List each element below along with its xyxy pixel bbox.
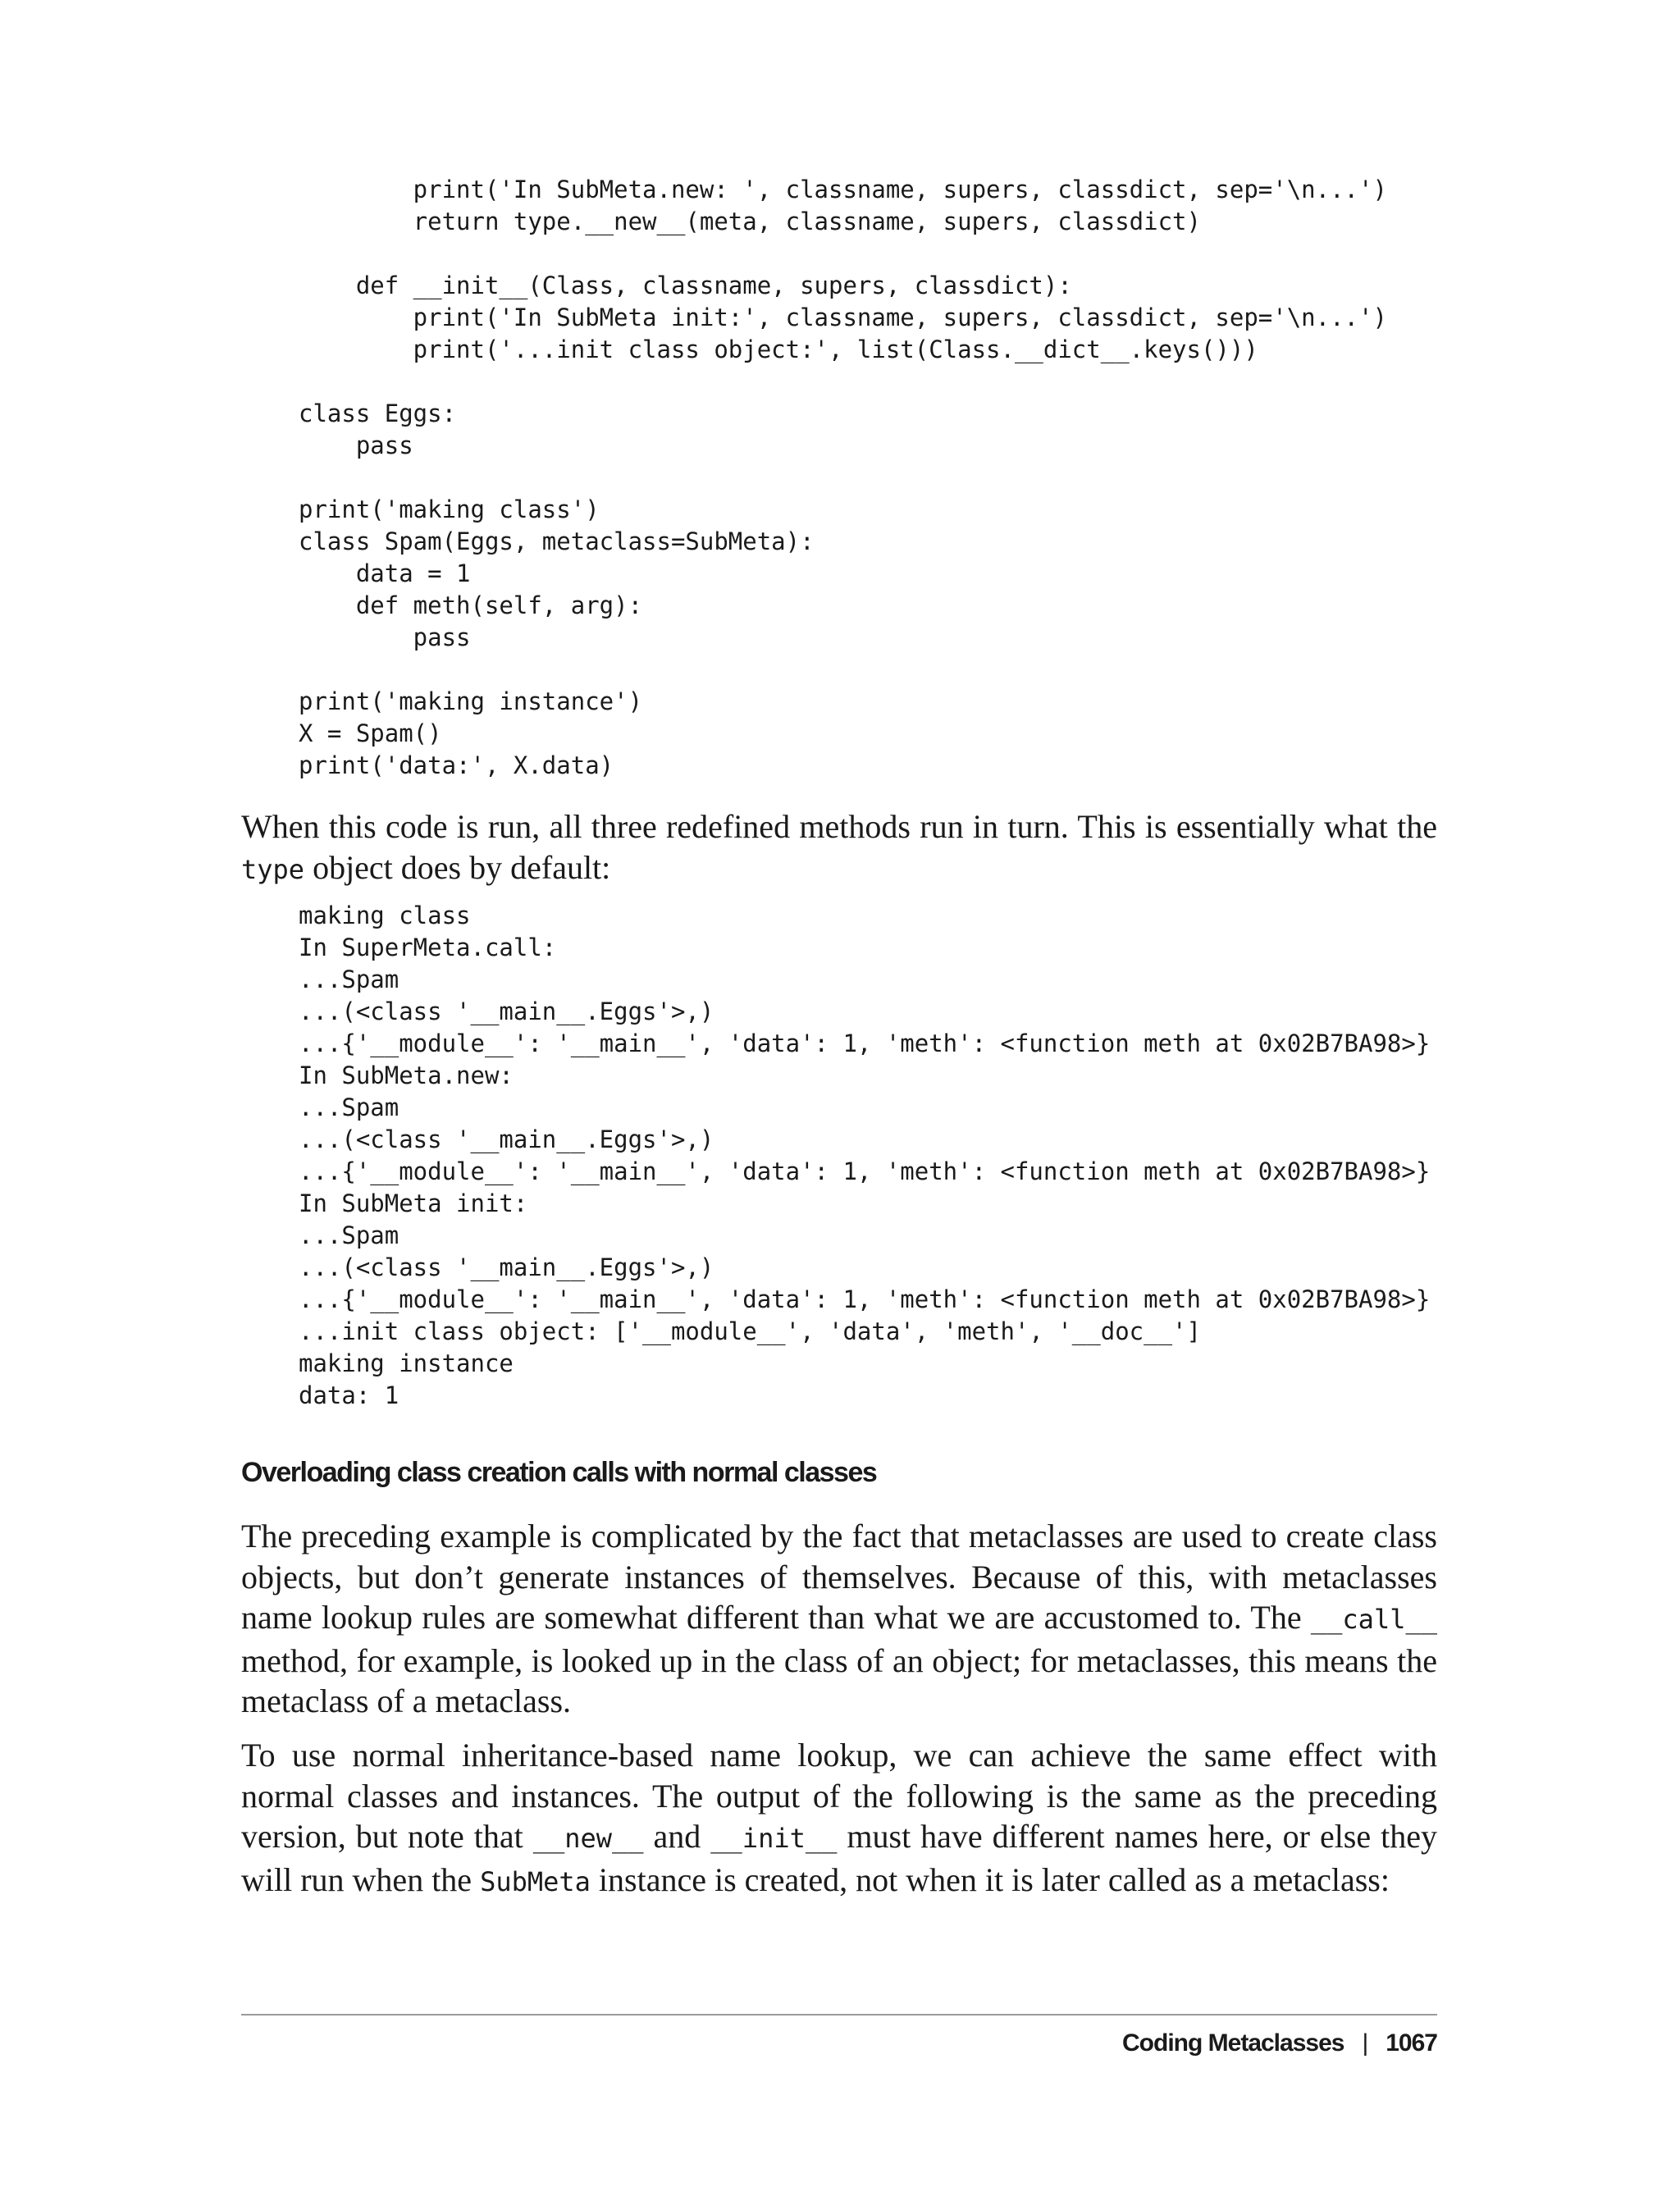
running-section-title: Coding Metaclasses — [1122, 2029, 1344, 2057]
section-heading: Overloading class creation calls with normal classes — [241, 1457, 877, 1488]
code-line: pass — [299, 431, 413, 459]
paragraph-text: and — [643, 1818, 711, 1855]
output-line: ...{'__module__': '__main__', 'data': 1, 'meth': <function meth at 0x02B7BA98>} — [299, 1029, 1431, 1057]
output-line: ...{'__module__': '__main__', 'data': 1, 'meth': <function meth at 0x02B7BA98>} — [299, 1157, 1431, 1185]
output-line: data: 1 — [299, 1381, 399, 1409]
code-line: print('making class') — [299, 495, 600, 523]
output-line: ...(<class '__main__.Eggs'>,) — [299, 1253, 714, 1281]
code-line: print('making instance') — [299, 687, 643, 715]
page-footer — [1122, 2029, 1437, 2057]
inline-code: __init__ — [710, 1823, 838, 1854]
body-paragraph — [241, 1516, 1437, 1722]
code-line: class Eggs: — [299, 399, 457, 427]
code-line: def meth(self, arg): — [299, 591, 643, 619]
body-paragraph — [241, 1735, 1437, 1902]
code-line: data = 1 — [299, 559, 471, 587]
code-line: print('data:', X.data) — [299, 751, 614, 779]
paragraph-text: instance is created, not when it is later called as a metaclass: — [590, 1860, 1390, 1898]
code-line: print('...init class object:', list(Class.__dict__.keys())) — [299, 336, 1258, 363]
output-line: ...{'__module__': '__main__', 'data': 1, 'meth': <function meth at 0x02B7BA98>} — [299, 1285, 1431, 1313]
code-line: print('In SubMeta init:', classname, supers, classdict, sep='\n...') — [299, 304, 1387, 331]
paragraph-text: object does by default: — [304, 848, 611, 886]
code-line: class Spam(Eggs, metaclass=SubMeta): — [299, 527, 815, 555]
output-line: making instance — [299, 1349, 514, 1377]
output-line: ...(<class '__main__.Eggs'>,) — [299, 998, 714, 1025]
code-line: return type.__new__(meta, classname, supers, classdict) — [299, 208, 1201, 235]
body-paragraph — [241, 806, 1437, 890]
output-line: ...Spam — [299, 966, 399, 993]
paragraph-text: must have different names here, or else they will run when the — [241, 1818, 1437, 1898]
output-listing — [299, 900, 1430, 1412]
paragraph-text: The preceding example is complicated by the fact that metaclasses are used to create class objects, but don’t generate instances of themselves. Because of this, with metaclasses name lookup rules are somewhat different than what we are accustomed to. The — [241, 1518, 1437, 1636]
inline-code: type — [241, 853, 305, 885]
footer-separator: | — [1362, 2029, 1368, 2057]
output-line: In SubMeta init: — [299, 1189, 528, 1217]
inline-code: __call__ — [1310, 1604, 1437, 1635]
code-line: X = Spam() — [299, 719, 442, 747]
footer-divider — [241, 2014, 1437, 2016]
output-line: making class — [299, 902, 471, 929]
code-listing — [299, 174, 1387, 782]
code-line: print('In SubMeta.new: ', classname, supers, classdict, sep='\n...') — [299, 176, 1387, 203]
paragraph-text: To use normal inheritance-based name lookup, we can achieve the same effect with normal classes and instances. The output of the following is the same as the preceding version, but note that — [241, 1737, 1437, 1855]
output-line: ...(<class '__main__.Eggs'>,) — [299, 1125, 714, 1153]
paragraph-text: method, for example, is looked up in the class of an object; for metaclasses, this means the metaclass of a metaclass. — [241, 1641, 1437, 1719]
output-line: ...Spam — [299, 1093, 399, 1121]
output-line: In SubMeta.new: — [299, 1061, 514, 1089]
page-number: 1067 — [1386, 2029, 1437, 2057]
inline-code: SubMeta — [480, 1865, 591, 1897]
code-line: pass — [299, 623, 471, 651]
code-line: def __init__(Class, classname, supers, classdict): — [299, 272, 1072, 299]
paragraph-text: When this code is run, all three redefined methods run in turn. This is essentially what the — [241, 808, 1437, 845]
output-line: In SuperMeta.call: — [299, 934, 557, 961]
output-line: ...init class object: ['__module__', 'data', 'meth', '__doc__'] — [299, 1317, 1201, 1345]
inline-code: __new__ — [532, 1823, 644, 1854]
output-line: ...Spam — [299, 1221, 399, 1249]
